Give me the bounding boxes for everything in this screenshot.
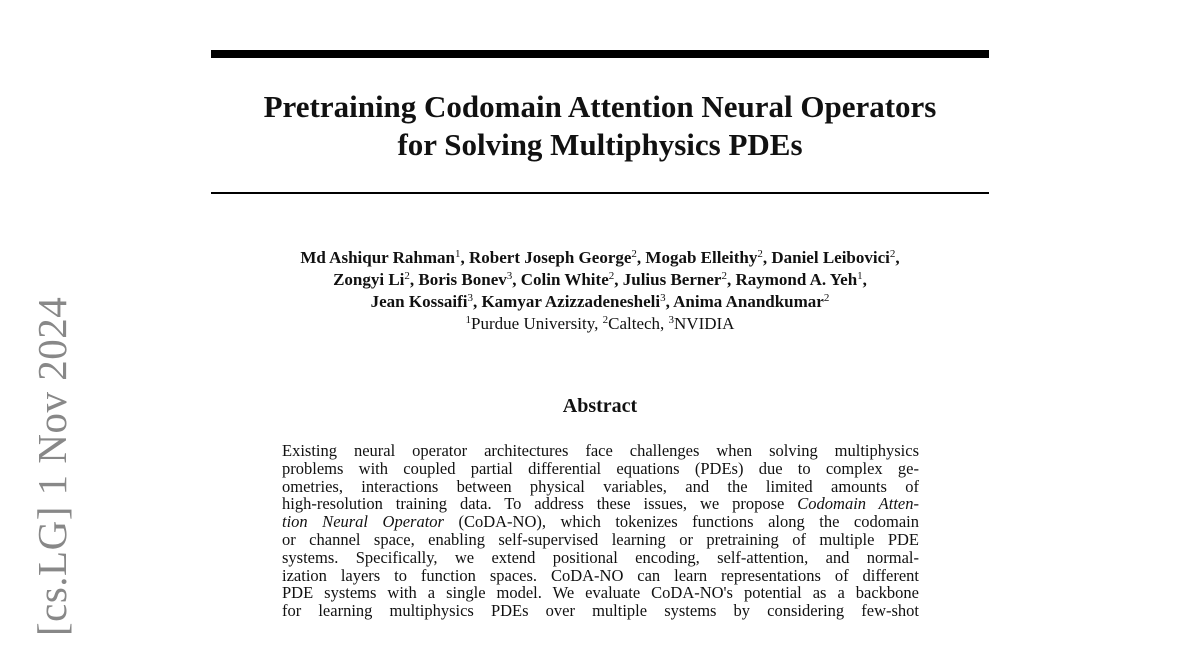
author-name: Boris Bonev	[418, 270, 507, 289]
abstract-line	[282, 513, 919, 531]
author-line-1: Md Ashiqur Rahman$^1$, Robert Joseph George$^2$, Mogab Elleithy$^2$, Daniel Leibovici$^2$,	[300, 248, 900, 267]
abstract-emphasis: Codomain Atten-	[797, 494, 919, 514]
abstract-line: systems. Specifically, we extend positional encoding, self-attention, and normal-	[282, 547, 919, 567]
affiliation-name: NVIDIA	[674, 314, 735, 333]
affiliation-number: 3	[668, 314, 675, 326]
author-affiliation-mark: 2	[823, 292, 830, 304]
author-name: Md Ashiqur Rahman	[300, 248, 455, 267]
author-name: Colin White	[520, 270, 609, 289]
abstract-text: (CoDA-NO), which tokenizes functions along the codomain	[443, 512, 919, 532]
title-bottom-rule	[211, 192, 989, 194]
abstract-line: or channel space, enabling self-supervised learning or pretraining of multiple PDE	[282, 529, 919, 549]
author-affiliation-mark: 2	[889, 248, 896, 260]
abstract-heading: Abstract	[562, 395, 638, 417]
author-affiliation-mark: 1	[857, 270, 863, 282]
abstract-text: high-resolution training data. To address these issues, we propose	[282, 494, 785, 514]
author-affiliation-mark: 3	[660, 292, 666, 304]
abstract-line: for learning multiphysics PDEs over multiple systems by considering few-shot	[282, 601, 919, 621]
abstract-line: PDE systems with a single model. We evaluate CoDA-NO's potential as a backbone	[282, 583, 919, 603]
author-name: Robert Joseph George	[469, 248, 632, 267]
abstract-emphasis: tion Neural Operator	[282, 512, 444, 532]
affiliation-number: 2	[602, 314, 609, 326]
author-affiliation-mark: 2	[721, 270, 727, 282]
arxiv-side-stamp: [cs.LG] 1 Nov 2024	[29, 296, 75, 636]
author-name: Kamyar Azizzadenesheli	[481, 292, 661, 311]
affiliation-line: $^1$Purdue University, $^2$Caltech, $^3$NVIDIA	[465, 314, 735, 333]
affiliation-name: Caltech	[608, 314, 661, 333]
paper-title	[211, 88, 989, 164]
affiliation-name: Purdue University	[471, 314, 595, 333]
author-affiliation-mark: 2	[608, 270, 615, 282]
title-top-rule	[211, 50, 989, 58]
author-block	[211, 247, 989, 335]
author-affiliation-mark: 2	[404, 270, 410, 282]
abstract-line: ometries, interactions between physical variables, and the limited amounts of	[282, 476, 919, 496]
author-line-3: Jean Kossaifi$^3$, Kamyar Azizzadenesheli$^3$, Anima Anandkumar$^2$	[370, 292, 830, 311]
author-name: Mogab Elleithy	[645, 248, 758, 267]
abstract-line: Existing neural operator architectures face challenges when solving multiphysics	[282, 441, 919, 460]
paper-title-line-1: Pretraining Codomain Attention Neural Operators	[263, 89, 937, 124]
author-name: Jean Kossaifi	[370, 292, 468, 311]
author-affiliation-mark: 2	[757, 248, 763, 260]
author-affiliation-mark: 3	[467, 292, 473, 304]
author-affiliation-mark: 2	[631, 248, 637, 260]
author-affiliation-mark: 1	[455, 248, 461, 260]
abstract-body	[282, 442, 919, 620]
abstract-line	[282, 495, 919, 513]
author-line-2: Zongyi Li$^2$, Boris Bonev$^3$, Colin White$^2$, Julius Berner$^2$, Raymond A. Yeh$^1$,	[333, 270, 867, 289]
abstract-line: problems with coupled partial differential equations (PDEs) due to complex ge-	[282, 458, 919, 478]
author-affiliation-mark: 3	[506, 270, 513, 282]
author-name: Anima Anandkumar	[673, 292, 824, 311]
author-name: Zongyi Li	[333, 270, 405, 289]
author-name: Daniel Leibovici	[771, 248, 890, 267]
abstract-line: ization layers to function spaces. CoDA-NO can learn representations of different	[282, 565, 919, 585]
affiliation-number: 1	[465, 314, 472, 326]
author-name: Raymond A. Yeh	[735, 270, 858, 289]
author-name: Julius Berner	[622, 270, 722, 289]
paper-title-line-2: for Solving Multiphysics PDEs	[397, 127, 803, 162]
